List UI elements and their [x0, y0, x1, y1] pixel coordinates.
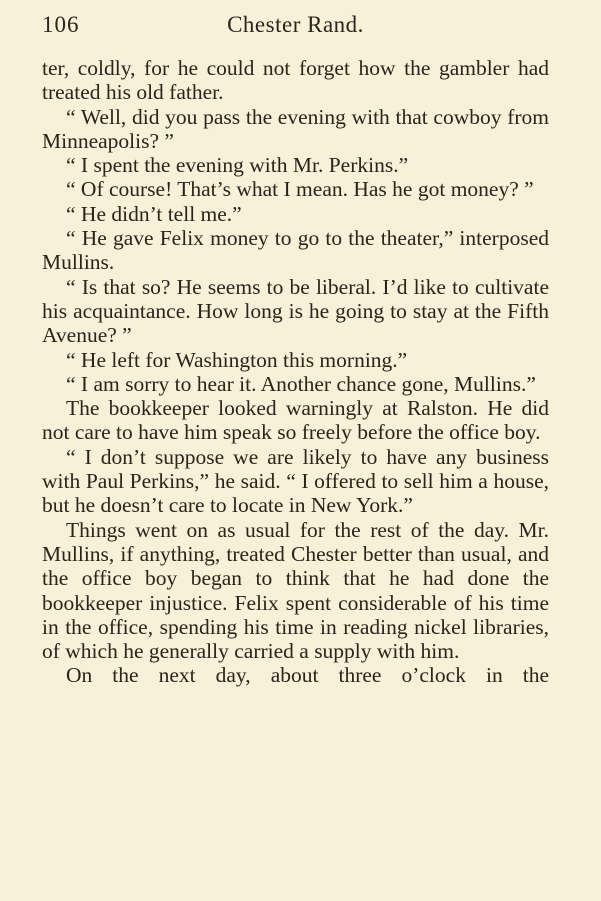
paragraph: “ I spent the evening with Mr. Perkins.” — [66, 153, 409, 178]
paragraph: On the next day, about three o’clock in the — [66, 663, 549, 688]
paragraph: “ Well, did you pass the evening with that cowboy from Minneapolis? ” — [42, 104, 549, 153]
paragraph: Things went on as usual for the rest of the day. Mr. Mullins, if anything, treated Chester better than usual, and the office boy began to think that he had done the bookkeeper injustice. Felix spent considerable of his time in the office, spending his time in reading nickel libraries, of which he generally carried a supply with him. — [42, 517, 549, 664]
paragraph: “ He gave Felix money to go to the theater,” interposed Mullins. — [42, 226, 549, 275]
paragraph: “ I am sorry to hear it. Another chance gone, Mullins.” — [66, 371, 536, 396]
paragraph: “ Of course! That’s what I mean. Has he got money? ” — [66, 177, 534, 202]
page-header — [42, 8, 549, 42]
paragraph: “ He didn’t tell me.” — [66, 201, 242, 226]
page-number: 106 — [42, 12, 80, 37]
paragraph: “ I don’t suppose we are likely to have any business with Paul Perkins,” he said. “ I offered to sell him a house, but he doesn’t care to locate in New York.” — [42, 444, 549, 518]
paragraph: ter, coldly, for he could not forget how the gambler had treated his old father. — [42, 56, 549, 105]
paragraph: The bookkeeper looked warningly at Ralston. He did not care to have him speak so freely before the office boy. — [42, 396, 549, 445]
running-title: Chester Rand. — [227, 12, 364, 37]
paragraph: “ Is that so? He seems to be liberal. I’d like to cultivate his acquaintance. How long is he going to stay at the Fifth Avenue? ” — [42, 274, 549, 348]
paragraph: “ He left for Washington this morning.” — [66, 347, 408, 372]
body-text — [42, 56, 549, 688]
